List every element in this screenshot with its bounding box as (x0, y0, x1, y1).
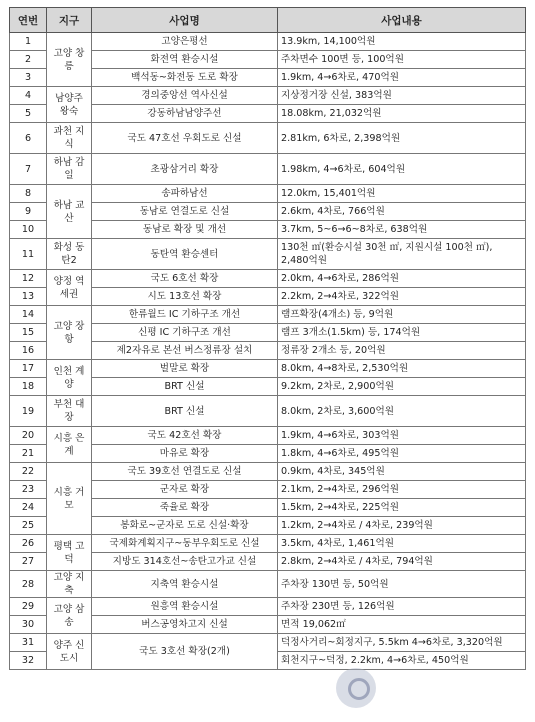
district-cell: 시흥 거모 (47, 463, 92, 535)
row-number: 5 (10, 105, 47, 123)
project-name: 화전역 환승시설 (92, 51, 278, 69)
district-cell: 인천 계양 (47, 360, 92, 396)
project-name: 동남로 연결도로 신설 (92, 203, 278, 221)
table-row (10, 239, 526, 270)
row-number: 11 (10, 239, 47, 270)
table-row (10, 463, 526, 481)
row-number: 16 (10, 342, 47, 360)
row-number: 6 (10, 123, 47, 154)
project-name: 동남로 확장 및 개선 (92, 221, 278, 239)
project-detail: 1.9km, 4→6차로, 303억원 (278, 427, 526, 445)
project-detail: 3.5km, 4차로, 1,461억원 (278, 535, 526, 553)
project-detail: 1.98km, 4→6차로, 604억원 (278, 154, 526, 185)
project-detail: 9.2km, 2차로, 2,900억원 (278, 378, 526, 396)
row-number: 29 (10, 598, 47, 616)
row-number: 22 (10, 463, 47, 481)
project-detail: 18.08km, 21,032억원 (278, 105, 526, 123)
project-name: 국도 3호선 확장(2개) (92, 634, 278, 670)
project-name: 강동하남남양주선 (92, 105, 278, 123)
row-number: 30 (10, 616, 47, 634)
project-detail: 정류장 2개소 등, 20억원 (278, 342, 526, 360)
row-number: 12 (10, 270, 47, 288)
district-cell: 고양 삼송 (47, 598, 92, 634)
table-row (10, 427, 526, 445)
row-number: 8 (10, 185, 47, 203)
row-number: 2 (10, 51, 47, 69)
row-number: 28 (10, 571, 47, 598)
district-cell: 평택 고덕 (47, 535, 92, 571)
project-name: 군자로 확장 (92, 481, 278, 499)
table-row (10, 571, 526, 598)
row-number: 31 (10, 634, 47, 652)
row-number: 9 (10, 203, 47, 221)
district-cell: 화성 동탄2 (47, 239, 92, 270)
project-detail: 주차장 130면 등, 50억원 (278, 571, 526, 598)
header-no: 연번 (10, 8, 47, 33)
project-name: 초광삼거리 확장 (92, 154, 278, 185)
project-name: 백석동~화전동 도로 확장 (92, 69, 278, 87)
district-cell: 고양 장항 (47, 306, 92, 360)
table-row (10, 270, 526, 288)
row-number: 24 (10, 499, 47, 517)
project-detail: 주차면수 100면 등, 100억원 (278, 51, 526, 69)
project-detail: 회천지구~덕정, 2.2km, 4→6차로, 450억원 (278, 652, 526, 670)
row-number: 7 (10, 154, 47, 185)
project-name: 국도 6호선 확장 (92, 270, 278, 288)
project-name: 고양은평선 (92, 33, 278, 51)
project-name: 지축역 환승시설 (92, 571, 278, 598)
row-number: 19 (10, 396, 47, 427)
header-project: 사업명 (92, 8, 278, 33)
project-name: 마유로 확장 (92, 445, 278, 463)
table-header-row (10, 8, 526, 33)
row-number: 27 (10, 553, 47, 571)
project-detail: 주차장 230면 등, 126억원 (278, 598, 526, 616)
project-detail: 2.0km, 4→6차로, 286억원 (278, 270, 526, 288)
project-detail: 면적 19,062㎡ (278, 616, 526, 634)
project-detail: 램프확장(4개소) 등, 9억원 (278, 306, 526, 324)
project-name: 죽율로 확장 (92, 499, 278, 517)
row-number: 1 (10, 33, 47, 51)
district-cell: 과천 지식 (47, 123, 92, 154)
project-name: 봉화로~군자로 도로 신설·확장 (92, 517, 278, 535)
table-row (10, 185, 526, 203)
district-cell: 부천 대장 (47, 396, 92, 427)
project-detail: 130천 ㎡(환승시설 30천 ㎡, 지원시설 100천 ㎡), 2,480억원 (278, 239, 526, 270)
row-number: 13 (10, 288, 47, 306)
project-name: 한류월드 IC 기하구조 개선 (92, 306, 278, 324)
project-name: 신평 IC 기하구조 개선 (92, 324, 278, 342)
table-row (10, 154, 526, 185)
project-name: 국도 47호선 우회도로 신설 (92, 123, 278, 154)
project-name: 지방도 314호선~송탄고가교 신설 (92, 553, 278, 571)
project-name: 경의중앙선 역사신설 (92, 87, 278, 105)
header-detail: 사업내용 (278, 8, 526, 33)
row-number: 26 (10, 535, 47, 553)
project-detail: 1.9km, 4→6차로, 470억원 (278, 69, 526, 87)
project-name: 버스공영차고지 신설 (92, 616, 278, 634)
project-name: 시도 13호선 확장 (92, 288, 278, 306)
project-detail: 2.1km, 2→4차로, 296억원 (278, 481, 526, 499)
table-row (10, 87, 526, 105)
project-detail: 램프 3개소(1.5km) 등, 174억원 (278, 324, 526, 342)
project-detail: 8.0km, 2차로, 3,600억원 (278, 396, 526, 427)
table-row (10, 306, 526, 324)
project-name: BRT 신설 (92, 396, 278, 427)
project-name: BRT 신설 (92, 378, 278, 396)
row-number: 17 (10, 360, 47, 378)
row-number: 20 (10, 427, 47, 445)
district-cell: 시흥 은계 (47, 427, 92, 463)
project-detail: 13.9km, 14,100억원 (278, 33, 526, 51)
district-cell: 하남 교산 (47, 185, 92, 239)
project-detail: 2.2km, 2→4차로, 322억원 (278, 288, 526, 306)
table-row (10, 598, 526, 616)
project-name: 원흥역 환승시설 (92, 598, 278, 616)
header-district: 지구 (47, 8, 92, 33)
row-number: 4 (10, 87, 47, 105)
row-number: 18 (10, 378, 47, 396)
row-number: 14 (10, 306, 47, 324)
project-detail: 12.0km, 15,401억원 (278, 185, 526, 203)
project-detail: 0.9km, 4차로, 345억원 (278, 463, 526, 481)
project-detail: 2.6km, 4차로, 766억원 (278, 203, 526, 221)
row-number: 21 (10, 445, 47, 463)
row-number: 10 (10, 221, 47, 239)
row-number: 15 (10, 324, 47, 342)
district-cell: 하남 감일 (47, 154, 92, 185)
row-number: 23 (10, 481, 47, 499)
table-row (10, 123, 526, 154)
table-row (10, 33, 526, 51)
project-name: 벌말로 확장 (92, 360, 278, 378)
row-number: 3 (10, 69, 47, 87)
project-detail: 1.5km, 2→4차로, 225억원 (278, 499, 526, 517)
project-name: 동탄역 환승센터 (92, 239, 278, 270)
row-number: 32 (10, 652, 47, 670)
table-row (10, 535, 526, 553)
row-number: 25 (10, 517, 47, 535)
project-detail: 3.7km, 5~6→6~8차로, 638억원 (278, 221, 526, 239)
project-name: 국도 39호선 연결도로 신설 (92, 463, 278, 481)
project-detail: 1.8km, 4→6차로, 495억원 (278, 445, 526, 463)
watermark-logo-icon (336, 668, 376, 708)
project-detail: 1.2km, 2→4차로 / 4차로, 239억원 (278, 517, 526, 535)
district-cell: 양정 역세권 (47, 270, 92, 306)
district-cell: 양주 신도시 (47, 634, 92, 670)
district-cell: 남양주 왕숙 (47, 87, 92, 123)
project-name: 국제화계획지구~동부우회도로 신설 (92, 535, 278, 553)
project-detail: 8.0km, 4→8차로, 2,530억원 (278, 360, 526, 378)
table-row (10, 396, 526, 427)
project-name: 제2자유로 본선 버스정류장 설치 (92, 342, 278, 360)
project-name: 국도 42호선 확장 (92, 427, 278, 445)
district-cell: 고양 지축 (47, 571, 92, 598)
project-name: 송파하남선 (92, 185, 278, 203)
project-detail: 2.81km, 6차로, 2,398억원 (278, 123, 526, 154)
district-cell: 고양 창릉 (47, 33, 92, 87)
project-table-container (9, 7, 525, 670)
project-table (9, 7, 526, 670)
table-body (10, 33, 526, 670)
project-detail: 2.8km, 2→4차로 / 4차로, 794억원 (278, 553, 526, 571)
table-row (10, 360, 526, 378)
project-detail: 덕정사거리~회정지구, 5.5km 4→6차로, 3,320억원 (278, 634, 526, 652)
table-row (10, 634, 526, 652)
project-detail: 지상정거장 신설, 383억원 (278, 87, 526, 105)
